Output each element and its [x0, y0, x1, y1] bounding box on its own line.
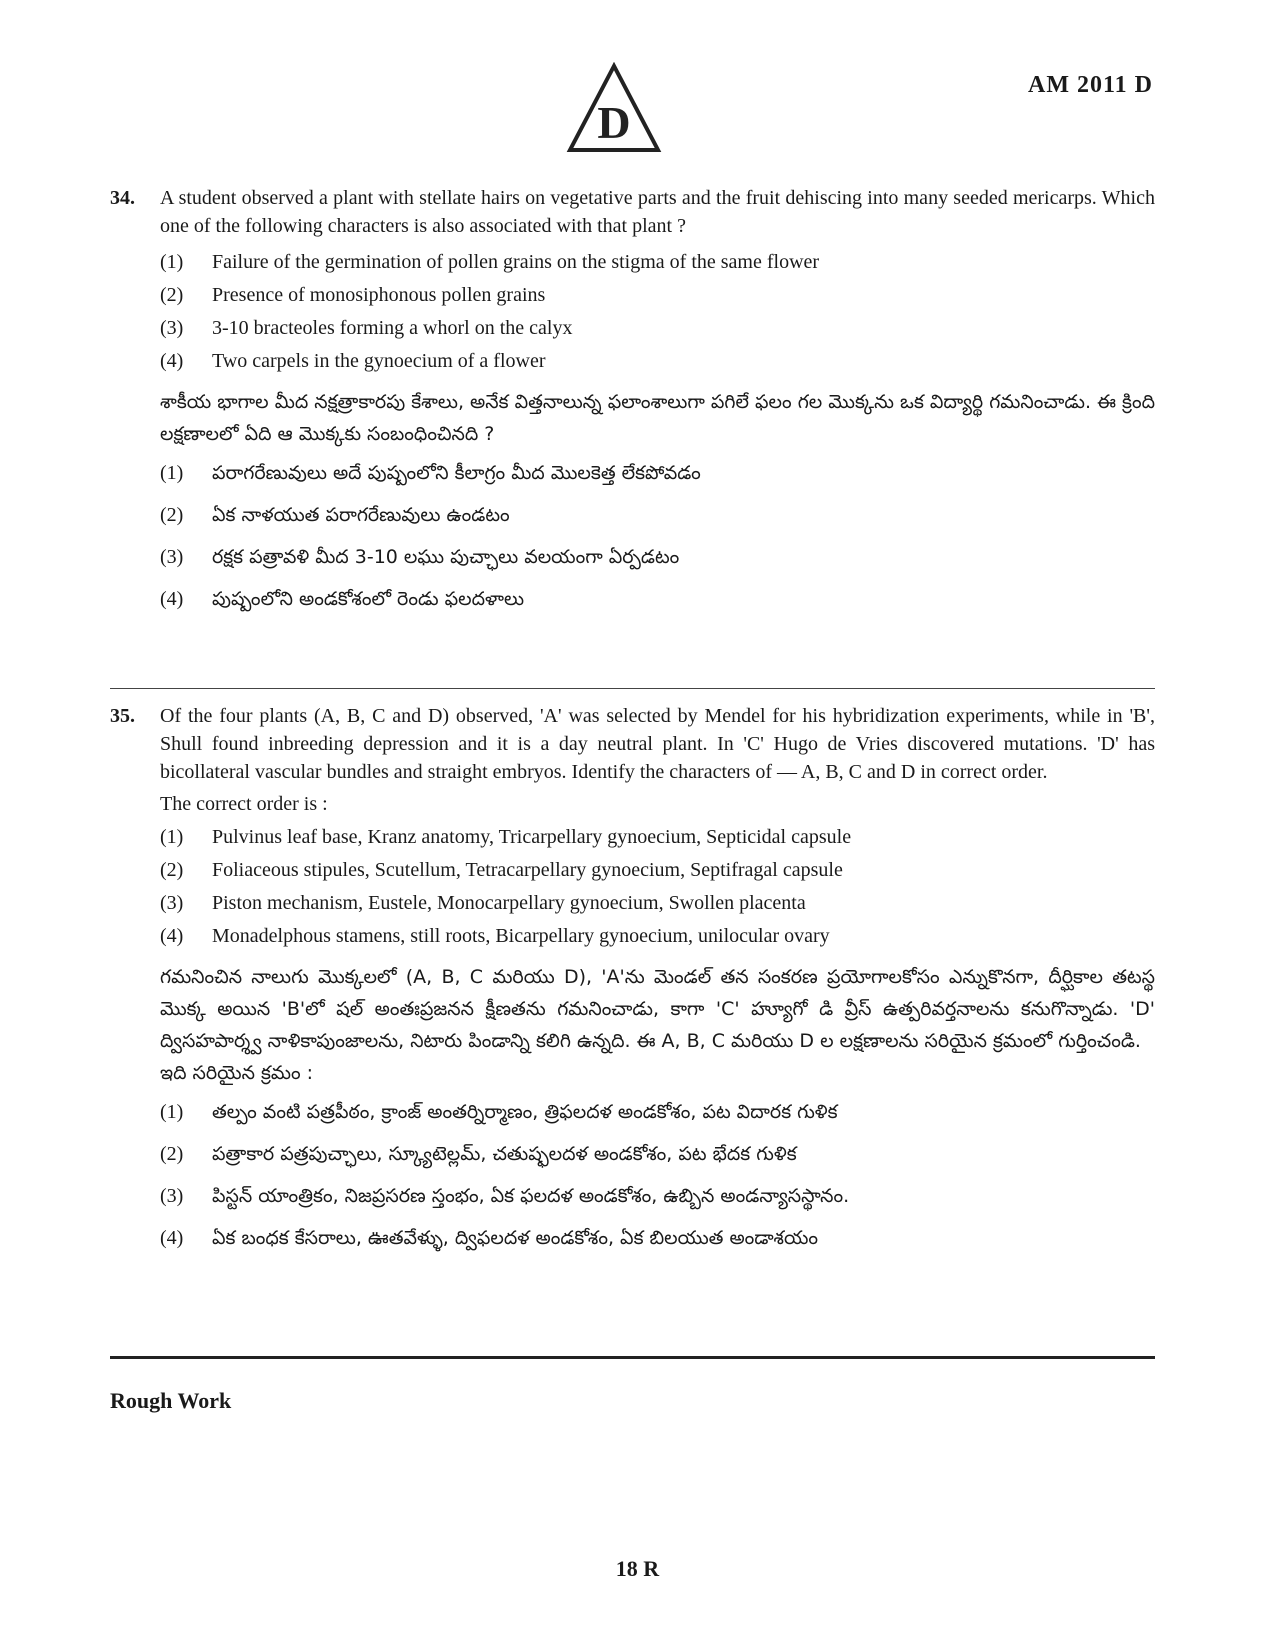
question-text-english: A student observed a plant with stellate hairs on vegetative parts and the fruit dehiscing into many seeded mericarps. Which one of the following characters is also associated with that plant ?	[160, 187, 1155, 237]
order-label: The correct order is :	[160, 793, 328, 815]
question-divider	[110, 688, 1155, 689]
series-code: AM 2011 D	[1028, 72, 1153, 98]
option-2: (2) Foliaceous stipules, Scutellum, Tetracarpellary gynoecium, Septifragal capsule	[160, 859, 843, 881]
question-text-english: Of the four plants (A, B, C and D) observed, 'A' was selected by Mendel for his hybridization experiments, while in 'B', Shull found inbreeding depression and it is a day neutral plant. In 'C' Hugo de Vries discovered mutations. 'D' has bicollateral vascular bundles and straight embryos. Identify the characters of — A, B, C and D in correct order.	[160, 705, 1155, 783]
telugu-option-1: (1) తల్పం వంటి పత్రపీఠం, క్రాంజ్ అంతర్నిర్మాణం, త్రిఫలదళ అండకోశం, పట విదారక గుళిక	[160, 1101, 838, 1123]
telugu-option-1: (1) పరాగరేణువులు అదే పుష్పంలోని కీలాగ్రం మీద మొలకెత్త లేకపోవడం	[160, 462, 701, 484]
rough-work-label: Rough Work	[110, 1388, 232, 1413]
question-35	[110, 702, 1155, 1259]
telugu-option-3: (3) పిస్టన్ యాంత్రికం, నిజప్రసరణ స్తంభం, ఏక ఫలదళ అండకోశం, ఉబ్బిన అండన్యాసస్థానం.	[160, 1185, 850, 1207]
question-stem	[110, 702, 1155, 786]
question-34	[110, 184, 1155, 620]
question-text-telugu: గమనించిన నాలుగు మొక్కలలో (A, B, C మరియు D), 'A'ను మెండల్ తన సంకరణ ప్రయోగాలకోసం ఎన్నుకొనగా, దీర్ఘికాల తటస్థ మొక్క అయిన 'B'లో షల్ అంతఃప్రజనన క్షీణతను గమనించాడు, కాగా 'C' హ్యూగో డి వ్రీస్ ఉత్పరివర్తనాలను కనుగొన్నాడు. 'D' ద్విసహపార్శ్వ నాళికాపుంజాలను, నిటారు పిండాన్ని కలిగి ఉన్నది. ఈ A, B, C మరియు D ల లక్షణాలను సరియైన క్రమంలో గుర్తించండి.	[160, 966, 1155, 1052]
question-number: 34.	[110, 187, 135, 209]
telugu-option-3: (3) రక్షక పత్రావళి మీద 3-10 లఘు పుచ్ఛాలు వలయంగా ఏర్పడటం	[160, 546, 680, 568]
option-1: (1) Failure of the germination of pollen grains on the stigma of the same flower	[160, 251, 820, 273]
telugu-option-2: (2) పత్రాకార పత్రపుచ్ఛాలు, స్క్యూటెల్లమ్, చతుష్ఫలదళ అండకోశం, పట భేదక గుళిక	[160, 1143, 797, 1165]
telugu-option-4: (4) ఏక బంధక కేసరాలు, ఊతవేళ్ళు, ద్విఫలదళ అండకోశం, ఏక బిలయుత అండాశయం	[160, 1227, 819, 1249]
page-footer: 18 R	[615, 1556, 660, 1581]
telugu-option-4: (4) పుష్పంలోని అండకోశంలో రెండు ఫలదళాలు	[160, 588, 525, 610]
rough-work-divider	[110, 1356, 1155, 1359]
question-text-telugu: శాకీయ భాగాల మీద నక్షత్రాకారపు కేశాలు, అనేక విత్తనాలున్న ఫలాంశాలుగా పగిలే ఫలం గల మొక్కను ఒక విద్యార్థి గమనించాడు. ఈ క్రింది లక్షణాలలో ఏది ఆ మొక్కకు సంబంధించినది ?	[160, 391, 1155, 445]
option-4: (4) Two carpels in the gynoecium of a flower	[160, 350, 546, 372]
option-3: (3) 3-10 bracteoles forming a whorl on the calyx	[160, 317, 573, 339]
option-1: (1) Pulvinus leaf base, Kranz anatomy, Tricarpellary gynoecium, Septicidal capsule	[160, 826, 852, 848]
option-2: (2) Presence of monosiphonous pollen grains	[160, 284, 546, 306]
telugu-option-2: (2) ఏక నాళయుత పరాగరేణువులు ఉండటం	[160, 504, 510, 526]
booklet-letter-badge	[566, 62, 662, 154]
booklet-letter: D	[597, 97, 631, 148]
question-stem	[110, 184, 1155, 240]
option-4: (4) Monadelphous stamens, still roots, Bicarpellary gynoecium, unilocular ovary	[160, 925, 830, 947]
option-3: (3) Piston mechanism, Eustele, Monocarpellary gynoecium, Swollen placenta	[160, 892, 806, 914]
telugu-order-label: ఇది సరియైన క్రమం :	[160, 1062, 314, 1084]
question-number: 35.	[110, 705, 135, 727]
